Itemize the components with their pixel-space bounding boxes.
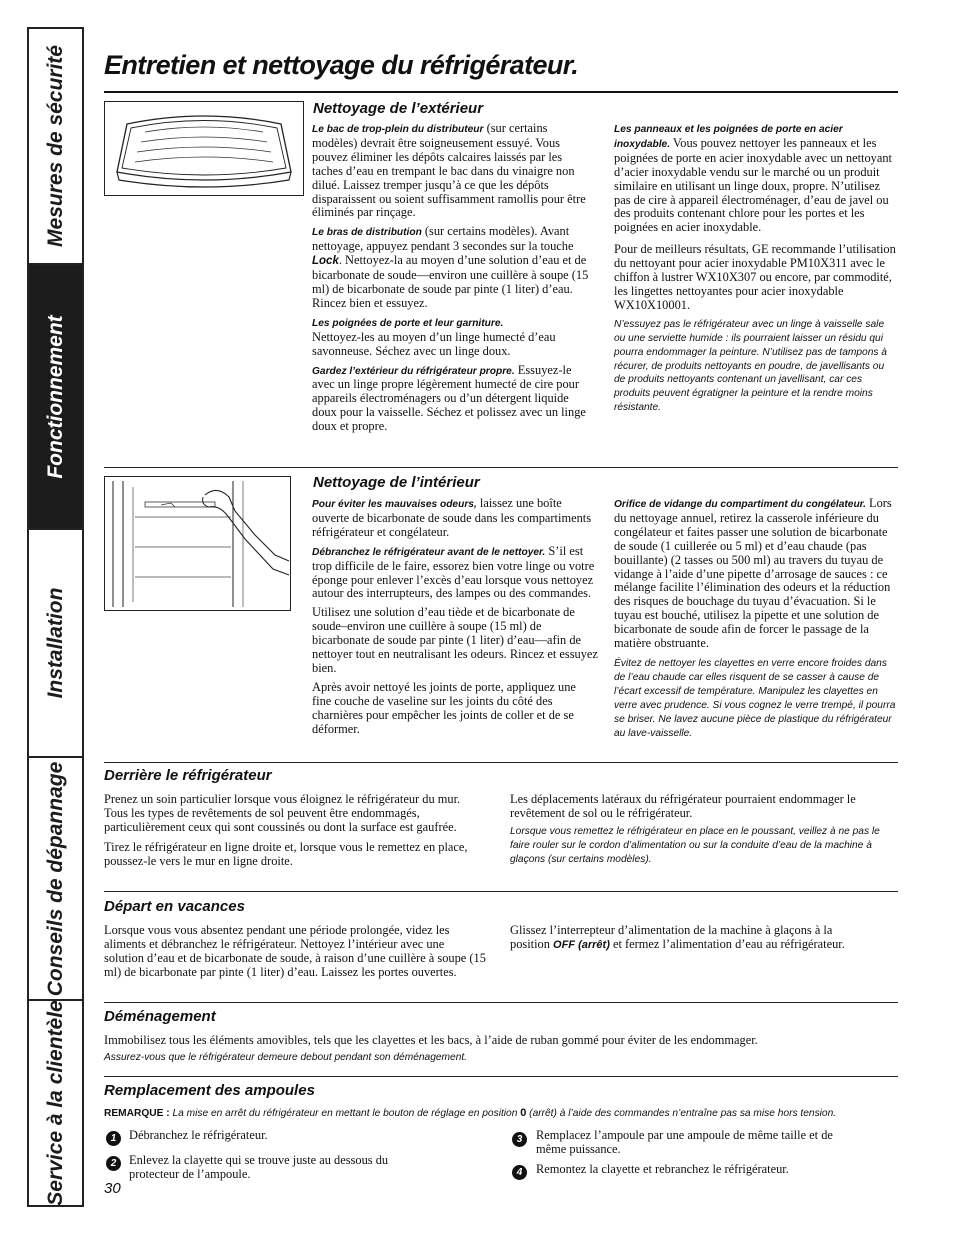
- interior-cleaning-drawing: [105, 477, 290, 610]
- caution-note: Lorsque vous remettez le réfrigérateur en place en le poussant, veillez à ne pas le faire rouler sur le cordon d’alimentation ou sur la conduite d’eau de la machine à glaçons (sur certains modèles).: [510, 825, 880, 865]
- interieur-left-column: [312, 497, 598, 742]
- body-text: Glissez l’interrepteur d’alimentation de la machine à glaçons à la position: [510, 923, 833, 951]
- side-tab-bar: [27, 27, 84, 1207]
- derriere-left-column: [104, 793, 482, 874]
- paragraph: Lorsque vous vous absentez pendant une période prolongée, videz les aliments et débranchez le réfrigérateur. Nettoyez l’intérieur avec une solution d’eau et de bicarbonate de soude, à raison d’une cuillère à soupe (15 ml) de bicarbonate par pinte (1 liter) d’eau. Laissez les portes ouvertes.: [104, 923, 486, 979]
- paragraph: [312, 545, 598, 602]
- section-heading-vacances: Départ en vacances: [104, 898, 245, 915]
- section-rule: [104, 1076, 898, 1077]
- lead-text: Orifice de vidange du compartiment du congélateur.: [614, 499, 866, 510]
- page-title: Entretien et nettoyage du réfrigérateur.: [104, 50, 579, 80]
- paragraph: [312, 364, 590, 435]
- body-text: Après avoir nettoyé les joints de porte, appliquez une fine couche de vaseline sur les joints du côté des charnières pour empêcher les joints de coller et de se déformer.: [312, 679, 576, 736]
- paragraph: [510, 924, 870, 953]
- tab-service-a-la-clientele[interactable]: [29, 1001, 82, 1205]
- lead-text: Gardez l’extérieur du réfrigérateur propre.: [312, 365, 515, 377]
- paragraph: Prenez un soin particulier lorsque vous éloignez le réfrigérateur du mur. Tous les types de revêtements de sol peuvent être endommagés, particulièrement ceux qui sont coussinés ou dont la surface est gaufrée.: [104, 792, 461, 834]
- body-text: Vous pouvez nettoyer les panneaux et les poignées de porte en acier inoxydable avec un nettoyant d’acier inoxydable vendu sur le marché ou un produit similaire en utilisant un linge doux, propre. N’utilisez pas de cire à appareil électroménager, d’eau de javel ou des produits contenant chlore pour les portes et les poignées en acier inoxydable.: [614, 135, 892, 235]
- lead-text: Le bac de trop-plein du distributeur: [312, 124, 484, 135]
- title-rule: [104, 91, 898, 93]
- lead-text: Les panneaux et les poignées de porte en acier inoxydable.: [614, 124, 843, 150]
- exterieur-right-column: [614, 122, 898, 420]
- overflow-tray-illustration: [104, 101, 304, 196]
- section-heading-ampoules: Remplacement des ampoules: [104, 1082, 315, 1099]
- body-text: S’il est trop difficile de le faire, essorez bien votre linge ou votre éponge pour enlever l’excès d’eau lorsque vous nettoyez autour des interrupteurs, des lampes ou des commandes.: [312, 543, 595, 601]
- zero-position-label: 0: [520, 1107, 527, 1119]
- demenagement-body: [104, 1034, 900, 1070]
- section-heading-demenagement: Déménagement: [104, 1008, 216, 1025]
- lock-key-label: Lock: [312, 255, 339, 268]
- step-number-badge: 2: [106, 1156, 121, 1171]
- body-text: Utilisez une solution d’eau tiède et de bicarbonate de soude–environ une cuillère à soupe (15 ml) de bicarbonate de soude par pinte (1 liter) d’eau—afin de nettoyer tout en neutralisant les odeurs. Rincez et essuyez bien.: [312, 605, 598, 675]
- tab-label: Service à la clientèle: [43, 1000, 67, 1206]
- caution-note: Assurez-vous que le réfrigérateur demeure debout pendant son déménagement.: [104, 1051, 468, 1063]
- paragraph: Immobilisez tous les éléments amovibles, tels que les clayettes et les bacs, à l’aide de ruban gommé pour éviter de les endommager.: [104, 1033, 758, 1047]
- body-text: (sur certains modèles) devrait être soigneusement essuyé. Vous pouvez éliminer les dépôts calcaires laissés par les taches d’eau en trempant le bac dans du vinaigre non dilué. Laissez tremper jusqu’à ce que les dépôts disparaissent ou soient suffisamment ramollis pour être éliminés par rinçage.: [312, 121, 586, 220]
- lead-text: Les poignées de porte et leur garniture.: [312, 317, 504, 329]
- step-text: Enlevez la clayette qui se trouve juste au dessous du protecteur de l’ampoule.: [129, 1153, 389, 1181]
- caution-note: N’essuyez pas le réfrigérateur avec un linge à vaisselle sale ou une serviette humide : ils pourraient laisser un résidu qui pourra endommager la peinture. N’utilisez pas de tampons à récurer, de produits nettoyants en poudre, de javellisants ou de produits nettoyants contenant un javellisant, car ces produits peuvent égratigner la peinture et la rendre moins résistante.: [614, 318, 887, 414]
- tab-label: Installation: [43, 587, 67, 699]
- lead-text: Le bras de distribution: [312, 227, 422, 239]
- overflow-tray-drawing: [105, 102, 303, 195]
- tab-installation[interactable]: [29, 530, 82, 758]
- body-text: Pour de meilleurs résultats, GE recommande l’utilisation du nettoyant pour acier inoxydable PM10X311 avec le chiffon à lustrer WX10X307 ou encore, par commodité, les lingettes nettoyantes pour acier inoxydable WX10X10001.: [614, 242, 896, 312]
- section-heading-interieur: Nettoyage de l’intérieur: [313, 474, 480, 491]
- section-heading-derriere: Derrière le réfrigérateur: [104, 767, 272, 784]
- body-text: Nettoyez-les au moyen d’un linge humecté d’eau savonneuse. Séchez avec un linge doux.: [312, 329, 556, 358]
- step-number-badge: 3: [512, 1132, 527, 1147]
- paragraph: [312, 606, 598, 676]
- vacances-right-column: [510, 924, 870, 958]
- body-text: . Nettoyez-la au moyen d’une solution d’eau et de bicarbonate de soude—environ une cuillère à soupe (15 ml) de bicarbonate de soude par pinte (1 liter) d’eau. Rincez bien et essuyez.: [312, 253, 589, 310]
- tab-fonctionnement[interactable]: [29, 265, 82, 530]
- off-position-label: OFF (arrêt): [553, 938, 610, 951]
- body-text: et fermez l’alimentation d’eau au réfrigérateur.: [609, 936, 845, 951]
- remark-text: (arrêt) à l’aide des commandes n’entraîne pas sa mise hors tension.: [526, 1108, 837, 1119]
- tab-conseils-de-depannage[interactable]: [29, 758, 82, 1001]
- tab-label: Fonctionnement: [43, 314, 67, 479]
- paragraph: [312, 316, 590, 359]
- paragraph: [312, 225, 590, 310]
- paragraph: [312, 681, 598, 737]
- exterieur-left-column: [312, 122, 590, 439]
- body-text: Essuyez-le avec un linge propre légèrement humecté de cire pour appareils électroménagers ou d’un détergent liquide doux pour la vaisselle. Séchez et polissez avec un linge doux et propre.: [312, 362, 586, 434]
- derriere-right-column: [510, 793, 900, 872]
- step-text: Remplacez l’ampoule par une ampoule de même taille et de même puissance.: [536, 1128, 833, 1156]
- paragraph: [614, 122, 898, 235]
- body-text: laissez une boîte ouverte de bicarbonate de soude dans les compartiments réfrigérateur et congélateur.: [312, 496, 592, 539]
- step-text: Débranchez le réfrigérateur.: [129, 1128, 268, 1142]
- paragraph: [312, 122, 590, 220]
- step-number-badge: 4: [512, 1165, 527, 1180]
- section-rule: [104, 891, 898, 892]
- tab-mesures-de-securite[interactable]: [29, 29, 82, 265]
- caution-note: Évitez de nettoyer les clayettes en verre encore froides dans de l’eau chaude car elles risquent de se casser à cause de l’écart excessif de température. Manipulez les clayettes en verre avec prudence. Si vous cognez le verre trempé, il pourra se briser. Ne lavez aucune pièce de plastique du réfrigérateur au lave-vaisselle.: [614, 657, 896, 739]
- section-rule: [104, 467, 898, 468]
- tab-label: Mesures de sécurité: [43, 45, 67, 247]
- paragraph: [614, 497, 900, 651]
- section-rule: [104, 762, 898, 763]
- ampoules-remark: [104, 1106, 904, 1121]
- step-number-badge: 1: [106, 1131, 121, 1146]
- body-text: (sur certains modèles). Avant nettoyage, appuyez pendant 3 secondes sur la touche: [312, 224, 574, 254]
- step-text: Remontez la clayette et rebranchez le réfrigérateur.: [536, 1162, 789, 1176]
- page-number: 30: [104, 1180, 121, 1197]
- interior-cleaning-illustration: [104, 476, 291, 611]
- paragraph: Tirez le réfrigérateur en ligne droite et, lorsque vous le remettez en place, poussez-le vers le mur en ligne droite.: [104, 839, 468, 868]
- paragraph: Les déplacements latéraux du réfrigérateur pourraient endommager le revêtement de sol ou le réfrigérateur.: [510, 792, 856, 820]
- remark-text: La mise en arrêt du réfrigérateur en mettant le bouton de réglage en position: [169, 1108, 521, 1119]
- section-heading-exterieur: Nettoyage de l’extérieur: [313, 100, 484, 117]
- lead-text: Débranchez le réfrigérateur avant de le nettoyer.: [312, 546, 546, 558]
- vacances-left-column: [104, 924, 486, 985]
- tab-label: Conseils de dépannage: [43, 761, 67, 996]
- section-rule: [104, 1002, 898, 1003]
- remark-label: REMARQUE :: [104, 1108, 170, 1119]
- interieur-right-column: [614, 497, 900, 745]
- body-text: Lors du nettoyage annuel, retirez la casserole inférieure du congélateur et faites passer une solution de bicarbonate de soude (1 cuillerée ou 5 ml) et d’eau chaude (pas bouillante) (2 tasses ou 500 ml) au travers du tuyau de vidange à l’aide d’une pipette d’arrosage de sauces : ce mélange facilite l’élimination des odeurs et la réduction des risques de bouchage du tuyau d’évacuation. Si le tuyau est bouché, utilisez la pipette et une solution de bicarbonate de soude afin de forcer le passage de la matière obstruante.: [614, 496, 892, 651]
- paragraph: [312, 497, 598, 540]
- lead-text: Pour éviter les mauvaises odeurs,: [312, 499, 477, 510]
- paragraph: [614, 243, 898, 313]
